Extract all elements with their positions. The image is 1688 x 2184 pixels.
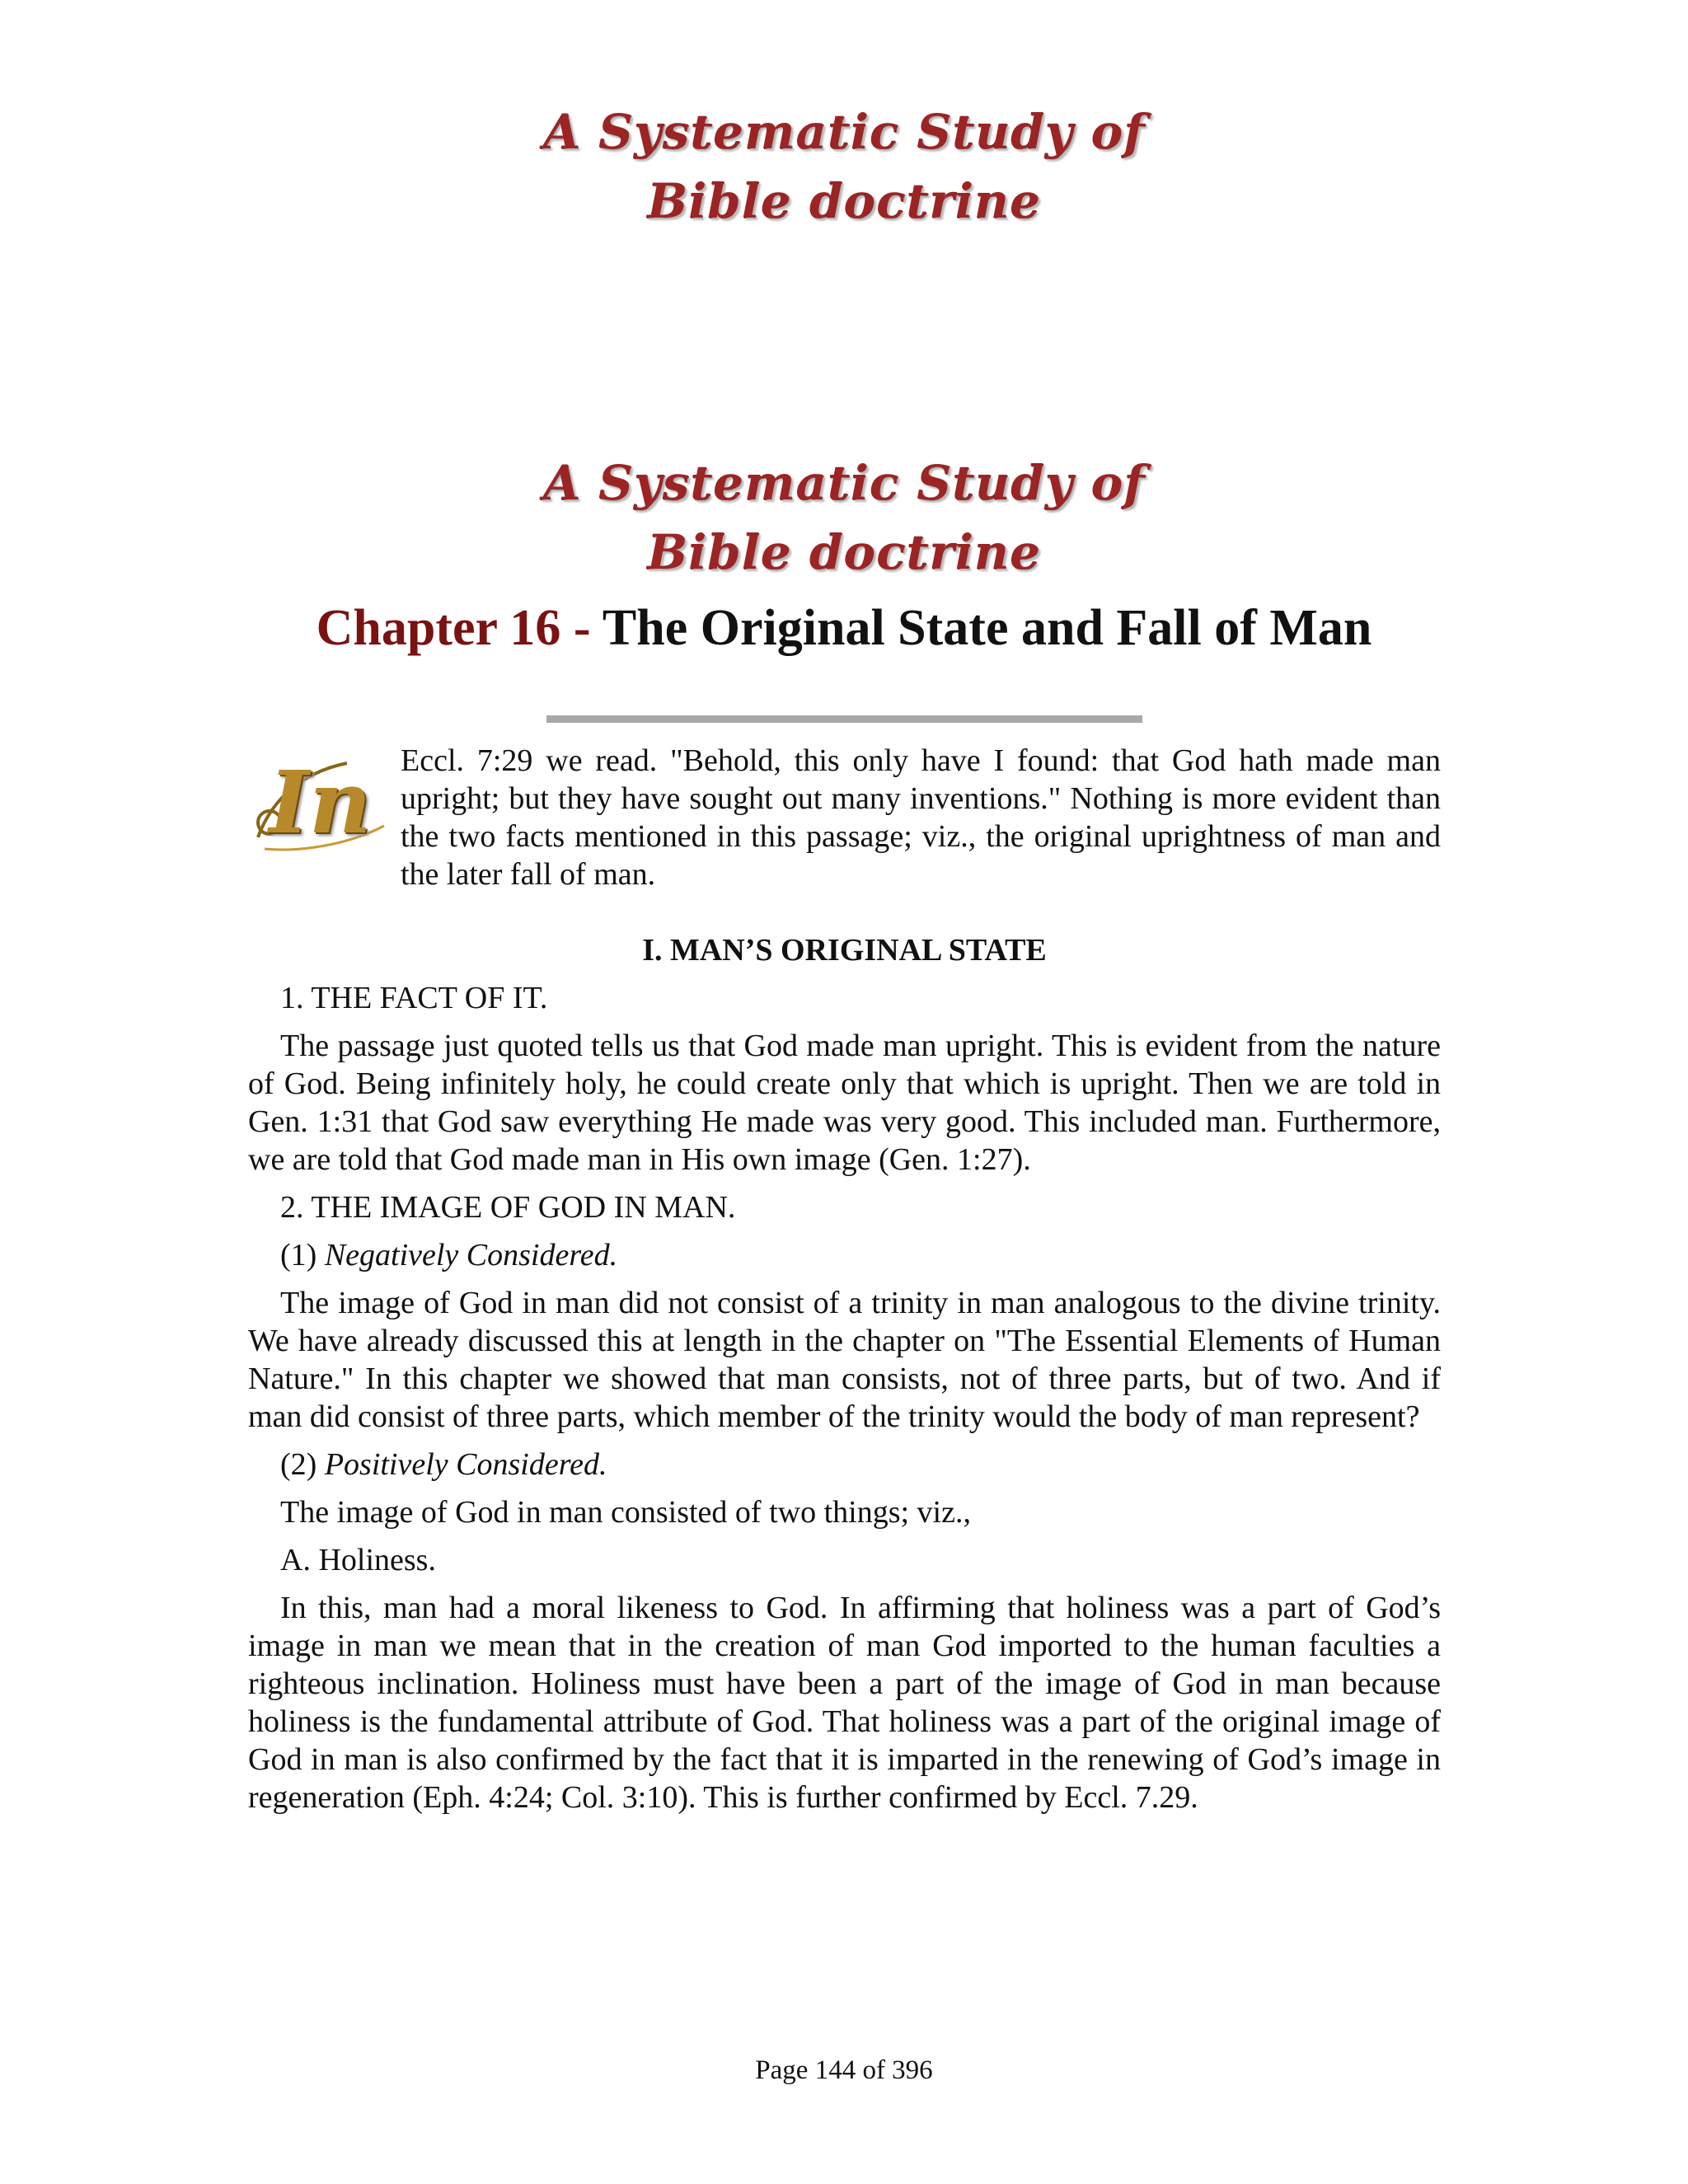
chapter-label: Chapter 16 -	[316, 600, 591, 656]
page-number: Page 144 of 396	[755, 2055, 933, 2085]
paragraph: The passage just quoted tells us that God made man upright. This is evident from the nature of God. Being infinitely holy, he could create only that which is upright. Then we are told in Gen. 1:31 that God saw everything He made was very good. This included man. Furthermore, we are told that God made man in His own image (Gen. 1:27).	[248, 1029, 1441, 1177]
banner-line-1: A Systematic Study of	[542, 455, 1146, 511]
point-title: A. Holiness.	[280, 1543, 436, 1577]
item-number: (1)	[280, 1238, 317, 1272]
title-divider	[546, 715, 1142, 723]
banner-line-2: Bible doctrine	[647, 524, 1041, 580]
drop-cap-letters: In	[269, 752, 372, 853]
intro-paragraph	[248, 742, 1441, 893]
banner-line-2: Bible doctrine	[647, 173, 1041, 229]
paragraph: The image of God in man did not consist of a trinity in man analogous to the divine trinity. We have already discussed this at length in the chapter on "The Essential Elements of Human Nature." In this chapter we showed that man consists, not of three parts, but of two. And if man did consist of three parts, which member of the trinity would the body of man represent?	[248, 1286, 1441, 1434]
banner-line-1: A Systematic Study of	[542, 104, 1146, 160]
item-label: Positively Considered.	[324, 1447, 607, 1482]
header-banner-logo	[0, 97, 1688, 236]
chapter-banner-logo	[0, 448, 1688, 587]
subsubsection-title	[248, 1236, 1441, 1274]
subsubsection-title	[248, 1446, 1441, 1483]
intro-text: Eccl. 7:29 we read. "Behold, this only have I found: that God hath made man upright; but they have sought out many inventions." Nothing is more evident than the two facts mentioned in this passage; viz., the original uprightness of man and the later fall of man.	[401, 743, 1441, 892]
item-number: (2)	[280, 1447, 317, 1482]
chapter-name: The Original State and Fall of Man	[602, 600, 1372, 656]
subsection-title: 2. THE IMAGE OF GOD IN MAN.	[280, 1190, 736, 1225]
drop-cap-ornament	[248, 747, 392, 859]
item-label: Negatively Considered.	[324, 1238, 618, 1272]
paragraph: In this, man had a moral likeness to God. In affirming that holiness was a part of God’s image in man we mean that in the creation of man God imported to the human faculties a righteous inclination. Holiness must have been a part of the image of God in man because holiness is the fundamental attribute of God. That holiness was a part of the original image of God in man is also confirmed by the fact that it is imparted in the renewing of God’s image in regeneration (Eph. 4:24; Col. 3:10). This is further confirmed by Eccl. 7.29.	[248, 1591, 1441, 1815]
paragraph: The image of God in man consisted of two things; viz.,	[280, 1495, 971, 1530]
chapter-title	[0, 595, 1688, 661]
document-body	[248, 742, 1441, 1816]
subsection-title: 1. THE FACT OF IT.	[280, 981, 548, 1015]
section-heading: I. MAN’S ORIGINAL STATE	[642, 933, 1047, 968]
